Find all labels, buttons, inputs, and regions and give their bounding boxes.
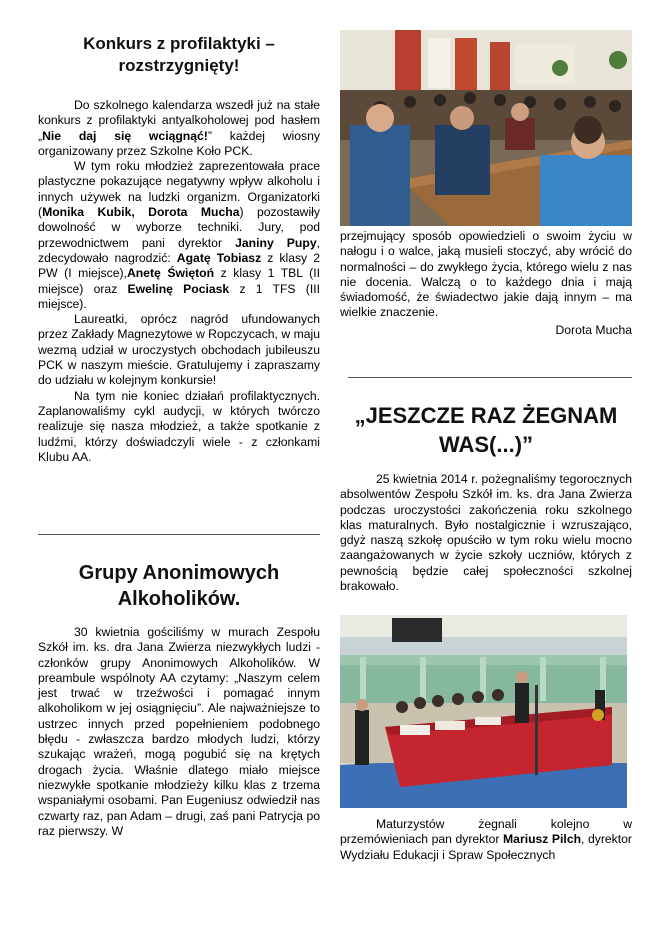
divider (38, 534, 320, 535)
text: z klasy 2 PW (I miejsce), (38, 250, 320, 281)
article2-author: Dorota Mucha (555, 322, 632, 337)
article2-body (38, 625, 320, 839)
article1-title: Konkurs z profilaktyki – rozstrzygnięty! (83, 34, 275, 75)
article2-continued (340, 229, 632, 338)
director-name: Janiny Pupy (235, 235, 317, 250)
winner-2: Anetę Świętoń (126, 266, 215, 281)
text: , zdecydowało nagrodzić: (38, 235, 320, 265)
winner-1: Agatę Tobiasz (176, 250, 262, 265)
article1-paragraph-1 (38, 98, 320, 159)
photo-graduation-ceremony (340, 615, 627, 808)
article3-continued (340, 817, 632, 863)
text: W tym roku młodzież zaprezentowała prace plastyczne pokazujące negatywny wpływ alkoholu i innych używek na ludzki organizm. Organizatorki ( (38, 159, 320, 220)
text: , dyrektor Wydziału Edukacji i Spraw Społecznych (340, 832, 632, 862)
article3-paragraph-2 (340, 817, 632, 863)
text: Maturzystów żegnali kolejno w przemówieniach pan dyrektor (340, 817, 632, 847)
text: Do szkolnego kalendarza wszedł już na stałe konkurs z profilaktyki antyalkoholowej pod hasłem „ (38, 98, 320, 143)
article2-paragraph-1: 30 kwietnia gościliśmy w murach Zespołu Szkół im. ks. dra Jana Zwierza niezwykłych ludzi - członków grupy Anonimowych Alkoholików. W preambule wspólnoty AA czytamy: „Naszym celem jest trwać w trzeźwości i pomagać innym alkoholikom w jej osiągnięciu”. Ale najważniejsze to ustrzec innych przed popełnieniem podobnego błędu - zwłaszcza bardzo młodych ludzi, którzy szukając wrażeń, mogą pogubić się na krętych drogach życia. Właśnie dlatego miało miejsce niezwykłe spotkanie młodzieży kilku klas z trzema wspaniałymi osobami. Pan Eugeniusz odwiedził nas czwarty raz, pan Adam – drugi, zaś pani Patrycja po raz pierwszy. W (38, 625, 320, 838)
article1-paragraph-4: Na tym nie koniec działań profilaktycznych. Zaplanowaliśmy cykl audycji, w których twórczo realizuje się nasza młodzież, a także spotkanie z ludźmi, którzy doświadczyli wiele - z członkami Klubu AA. (38, 388, 320, 464)
article2-paragraph-2: przejmujący sposób opowiedzieli o swoim życiu w nałogu i o walce, jaką musieli stoczyć, aby wrócić do normalności – do zwykłego życia, którego wielu z nas nie docenia. Walczą o to każdego dnia i mają świadomość, że świadectwo jakie dają innym – ma wielkie znaczenie. (340, 229, 632, 320)
text: z 1 TFS (III miejsce). (38, 281, 320, 311)
article1-paragraph-2 (38, 159, 320, 312)
director-name: Mariusz Pilch (503, 832, 582, 847)
article1-body (38, 98, 320, 465)
winner-3: Ewelinę Pociask (127, 281, 230, 296)
slogan: Nie daj się wciągnąć! (42, 128, 208, 143)
article3-paragraph-1: 25 kwietnia 2014 r. pożegnaliśmy tegorocznych absolwentów Zespołu Szkół im. ks. dra Jana Zwierza podczas uroczystości zakończenia roku szkolnego klas maturalnych. Było nostalgicznie i wzruszająco, gdyż naszą szkołę opuściło w tym roku wielu mocno zaangażowanych w życie szkoły uczniów, których z pewnością będzie całej społeczności szkolnej brakowało. (340, 472, 632, 594)
article3-title: „JESZCZE RAZ ŻEGNAM WAS(...)” (354, 403, 618, 457)
photo-classroom-meeting (340, 30, 632, 226)
article2-title: Grupy Anonimowych Alkoholików. (78, 562, 280, 610)
article1-paragraph-3: Laureatki, oprócz nagród ufundowanych przez Zakłady Magnezytowe w Ropczycach, w maju wezmą udział w uroczystych obchodach jubileuszu PCK w naszym mieście. Gratulujemy i zapraszamy do udziału w kolejnym konkursie! (38, 312, 320, 388)
text: ) pozostawiły dowolność w wyborze techniki. Jury, pod przewodnictwem pani dyrektor (38, 205, 320, 250)
divider (348, 377, 632, 378)
article3-body (340, 472, 632, 594)
text: ” każdej wiosny organizowany przez Szkolne Koło PCK. (38, 128, 320, 158)
organizers: Monika Kubik, Dorota Mucha (42, 205, 240, 220)
text: z klasy 1 TBL (II miejsce) oraz (38, 266, 320, 296)
